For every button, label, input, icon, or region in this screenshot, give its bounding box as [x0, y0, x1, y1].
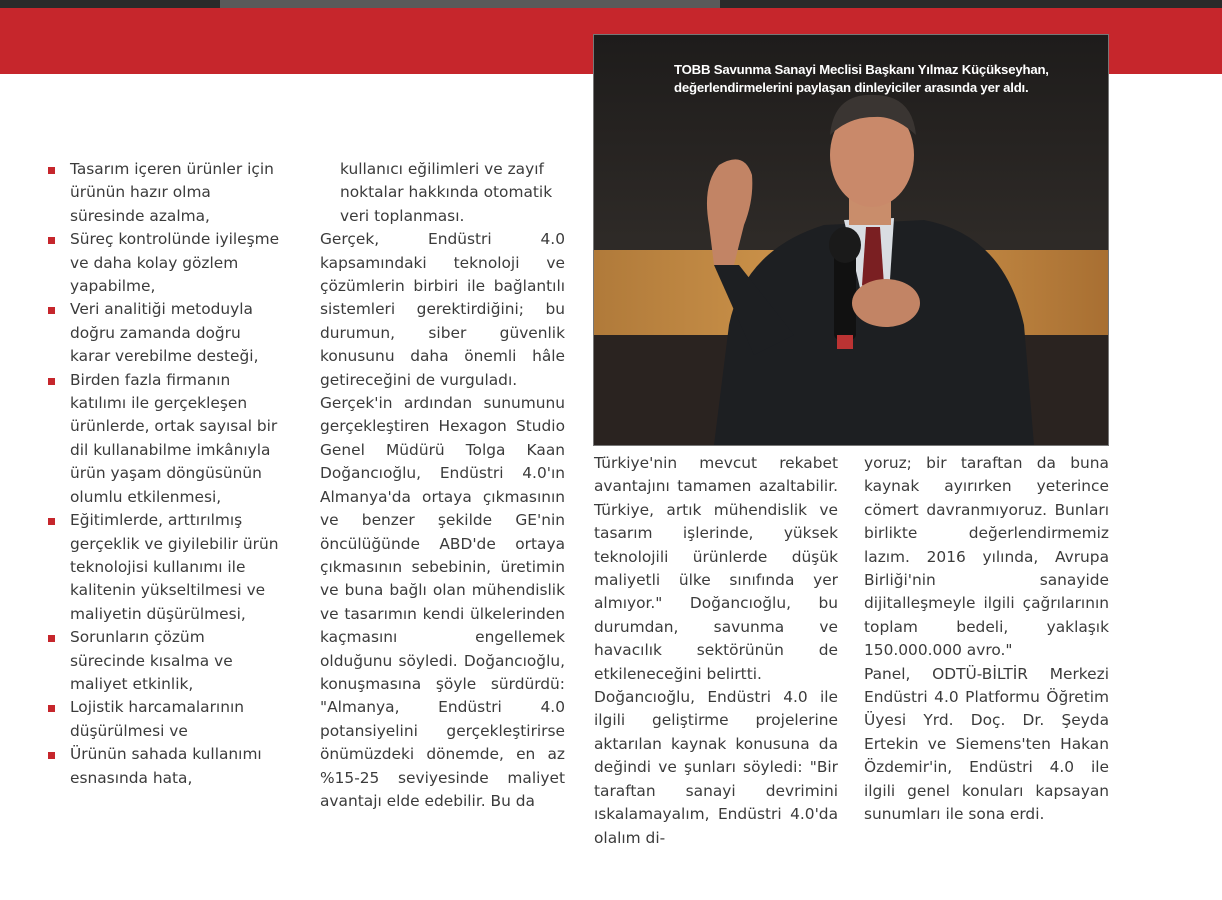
photo-caption: TOBB Savunma Sanayi Meclisi Başkanı Yılmaz Küçükseyhan, değerlendirmelerini paylaşan dinleyiciler arasında yer aldı. [674, 62, 1049, 95]
top-dark-strip [0, 0, 1222, 8]
speaker-photo [593, 34, 1109, 446]
list-item: Eğitimlerde, arttırılmış gerçeklik ve giyilebilir ürün teknolojisi kullanımı ile kalitenin yükseltilmesi ve maliyetin düşürülmesi, [48, 509, 280, 626]
list-item: Lojistik harcamalarının düşürülmesi ve [48, 696, 280, 743]
column-2 [320, 158, 565, 813]
paragraph: Gerçek, Endüstri 4.0 kapsamındaki teknoloji ve çözümlerin birbiri ile bağlantılı sistemleri gerektirdiğini; bu durumun, siber güvenlik konusunu daha önemli hâle getireceğini de vurguladı. [320, 230, 565, 389]
list-item: Ürünün sahada kullanımı esnasında hata, [48, 743, 280, 790]
list-item: Tasarım içeren ürünler için ürünün hazır olma süresinde azalma, [48, 158, 280, 228]
list-item: Sorunların çözüm sürecinde kısalma ve maliyet etkinlik, [48, 626, 280, 696]
paragraph: Doğancıoğlu, Endüstri 4.0 ile ilgili geliştirme projelerine aktarılan kaynak konusuna da değindi ve şunları söyledi: "Bir taraftan sanayi devrimini ıskalamayalım, Endüstri 4.0'da olalım di- [594, 688, 838, 847]
paragraph: Panel, ODTÜ-BİLTİR Merkezi Endüstri 4.0 Platformu Öğretim Üyesi Yrd. Doç. Dr. Şeyda Ertekin ve Siemens'ten Hakan Özdemir'in, Endüstri 4.0 ile ilgili genel konuları kapsayan sunumları ile sona erdi. [864, 664, 1109, 824]
list-item: Veri analitiği metoduyla doğru zamanda doğru karar verebilme desteği, [48, 298, 280, 368]
paragraph: Gerçek'in ardından sunumunu gerçekleştiren Hexagon Studio Genel Müdürü Tolga Kaan Doğancıoğlu, Endüstri 4.0'ın Almanya'da ortaya çıkmasının ve benzer şekilde GE'nin öncülüğünde ABD'de ortaya çıkmasının sebebinin, üretimin ve buna bağlı olan mühendislik ve tasarımın kendi ülkelerinden kaçmasını engellemek olduğunu söyledi. Doğancıoğlu, konuşmasına şöyle sürdürdü: "Almanya, Endüstri 4.0 potansiyelini gerçekleştirirse önümüzdeki dönemde, en az %15-25 seviyesinde maliyet avantajı elde edebilir. Bu da [320, 394, 565, 810]
benefits-list [48, 158, 280, 790]
column-3 [594, 452, 838, 850]
paragraph: Türkiye'nin mevcut rekabet avantajını tamamen azaltabilir. Türkiye, artık mühendislik ve tasarım işlerinde, yüksek teknolojili ürünlerde düşük maliyetli ülke sınıfında yer almıyor." Doğancıoğlu, bu durumdan, savunma ve havacılık sektörünün de etkileneceğini belirtti. [594, 454, 838, 683]
column-4 [864, 452, 1109, 827]
list-item: Süreç kontrolünde iyileşme ve daha kolay gözlem yapabilme, [48, 228, 280, 298]
top-strip-highlight [220, 0, 720, 8]
bullet-continuation: kullanıcı eğilimleri ve zayıf noktalar hakkında otomatik veri toplanması. [340, 160, 553, 225]
list-item: Birden fazla firmanın katılımı ile gerçekleşen ürünlerde, ortak sayısal bir dil kullanabilme imkânıyla ürün yaşam döngüsünün olumlu etkilenmesi, [48, 369, 280, 509]
paragraph: yoruz; bir taraftan da buna kaynak ayırırken yeterince cömert davranmıyoruz. Bunları birlikte değerlendirmemiz lazım. 2016 yılında, Avrupa Birliği'nin sanayide dijitalleşmeyle ilgili çağrılarının toplam bedeli, yaklaşık 150.000.000 avro." [864, 454, 1109, 660]
column-1 [48, 158, 280, 790]
